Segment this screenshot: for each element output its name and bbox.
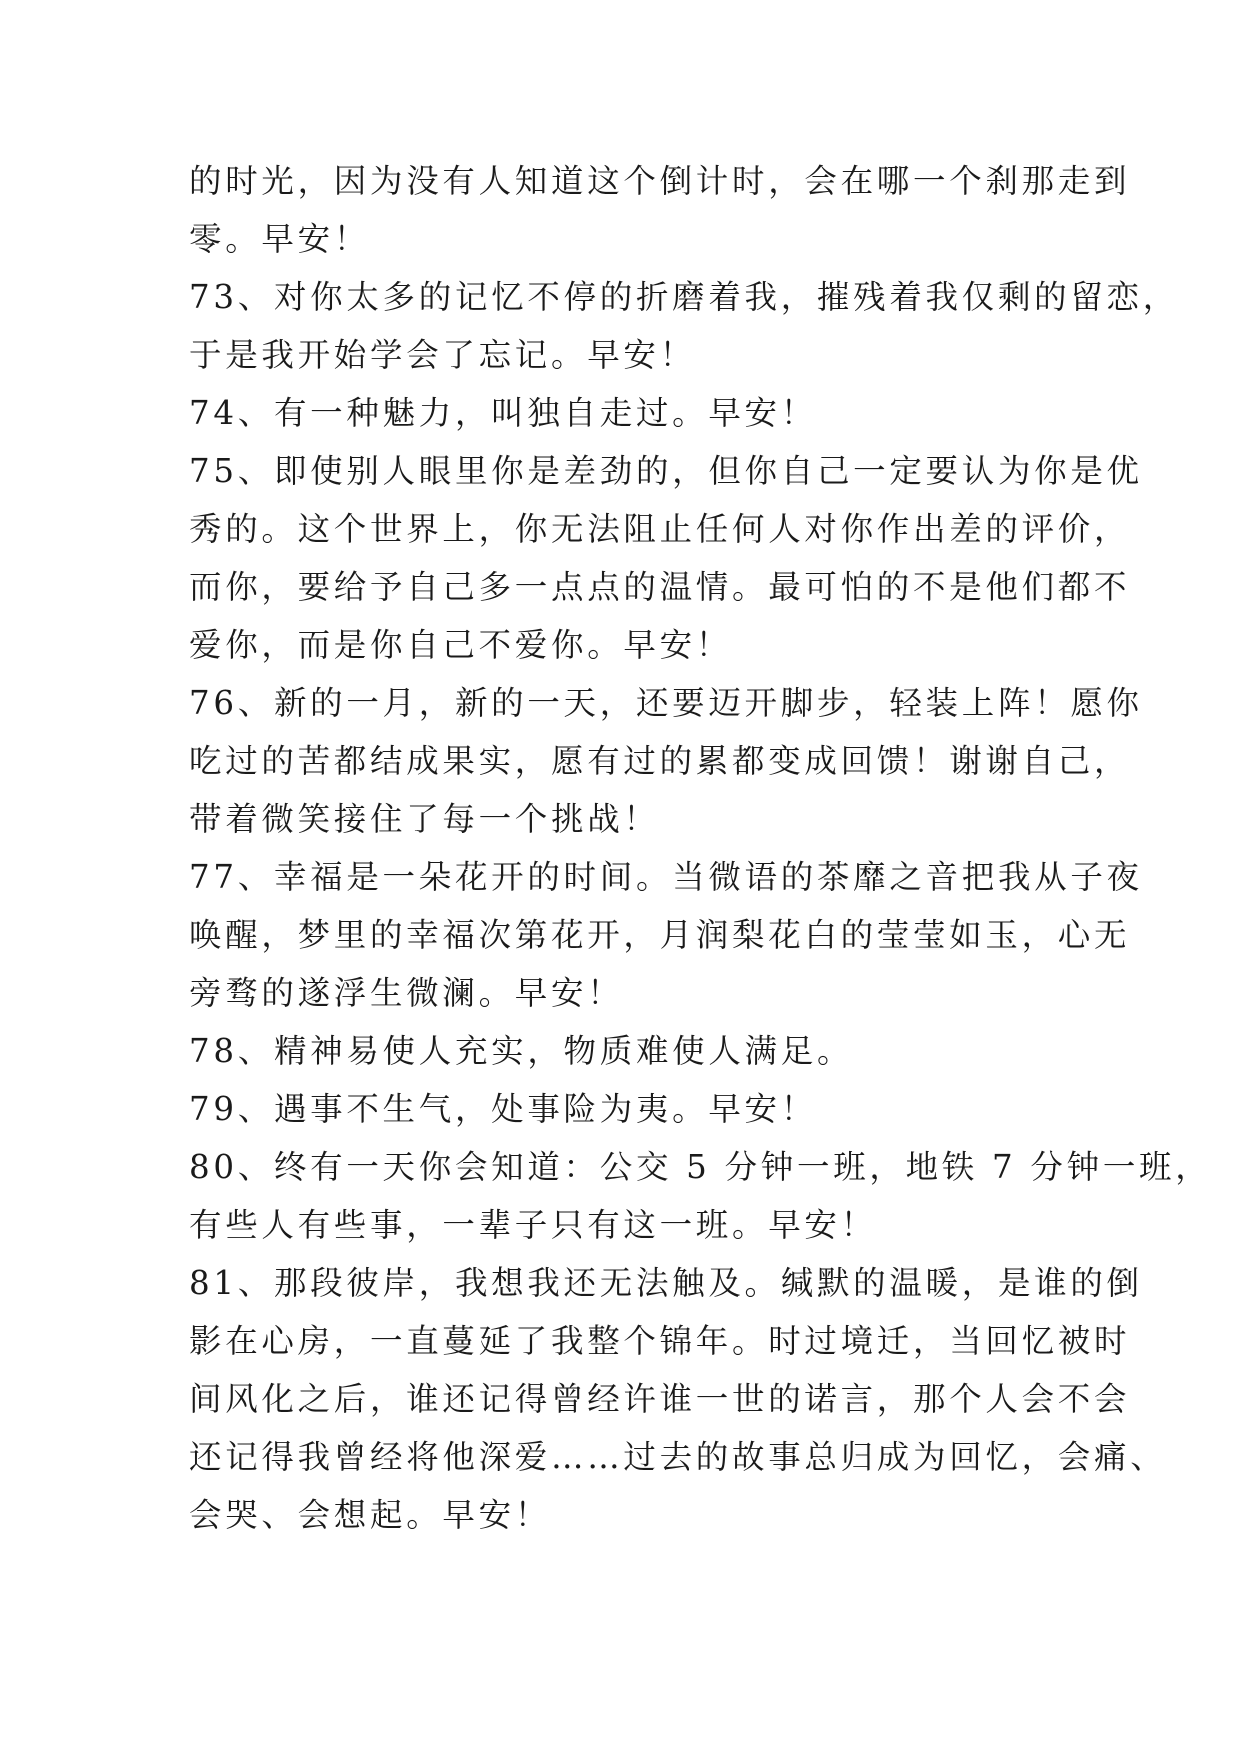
text-line: 79、遇事不生气，处事险为夷。早安！ [189,1090,817,1128]
text-line: 有些人有些事，一辈子只有这一班。早安！ [189,1206,877,1244]
text-line: 81、那段彼岸，我想我还无法触及。缄默的温暖，是谁的倒 [189,1264,1143,1302]
text-line: 唤醒，梦里的幸福次第花开，月润梨花白的莹莹如玉，心无 [189,916,1131,954]
text-line: 间风化之后，谁还记得曾经许谁一世的诺言，那个人会不会 [189,1380,1131,1418]
text-line: 74、有一种魅力，叫独自走过。早安！ [189,394,817,432]
text-line: 秀的。这个世界上，你无法阻止任何人对你作出差的评价， [189,510,1131,548]
text-line: 于是我开始学会了忘记。早安！ [189,336,696,374]
text-line: 77、幸福是一朵花开的时间。当微语的茶靡之音把我从子夜 [189,858,1143,896]
text-line: 带着微笑接住了每一个挑战！ [189,800,660,838]
text-line: 零。早安！ [189,220,371,258]
text-line: 78、精神易使人充实，物质难使人满足。 [189,1032,854,1070]
text-line: 80、终有一天你会知道：公交 5 分钟一班，地铁 7 分钟一班， [189,1148,1212,1186]
text-line: 爱你，而是你自己不爱你。早安！ [189,626,733,664]
document-body [189,152,1212,1544]
text-line: 旁骛的遂浮生微澜。早安！ [189,974,624,1012]
text-line: 吃过的苦都结成果实，愿有过的累都变成回馈！谢谢自己， [189,742,1131,780]
text-line: 而你，要给予自己多一点点的温情。最可怕的不是他们都不 [189,568,1131,606]
text-line: 73、对你太多的记忆不停的折磨着我，摧残着我仅剩的留恋， [189,278,1179,316]
text-line: 75、即使别人眼里你是差劲的，但你自己一定要认为你是优 [189,452,1143,490]
text-line: 还记得我曾经将他深爱……过去的故事总归成为回忆，会痛、 [189,1438,1167,1476]
text-line: 影在心房，一直蔓延了我整个锦年。时过境迁，当回忆被时 [189,1322,1131,1360]
text-line: 76、新的一月，新的一天，还要迈开脚步，轻装上阵！愿你 [189,684,1143,722]
text-line: 的时光，因为没有人知道这个倒计时，会在哪一个刹那走到 [189,162,1131,200]
text-line: 会哭、会想起。早安！ [189,1496,552,1534]
